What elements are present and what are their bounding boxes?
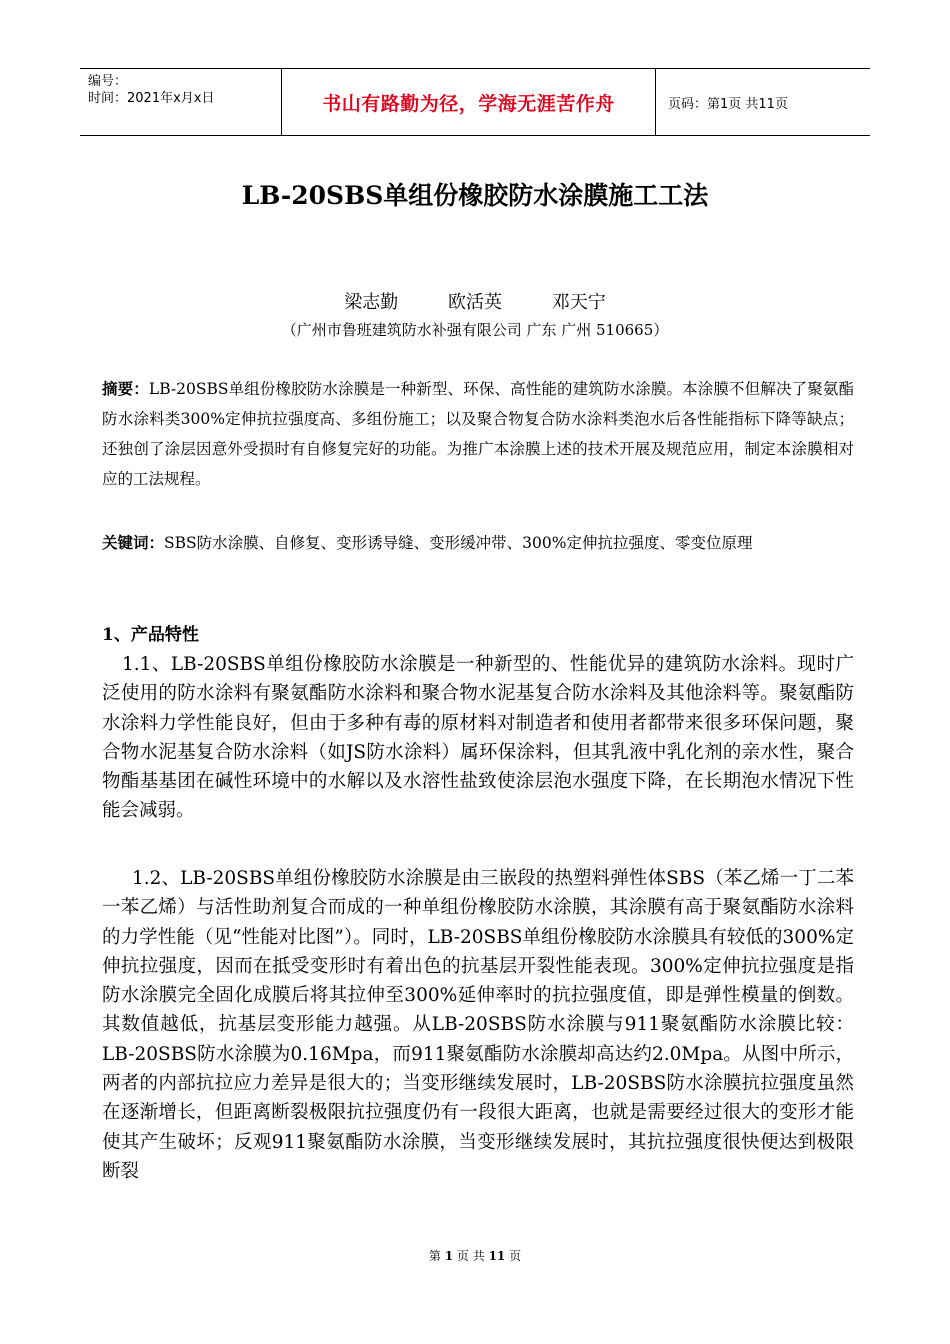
abstract-paragraph [102,374,854,494]
header-motto-cell [282,69,656,135]
time-label: 时间：2021年x月x日 [88,91,215,106]
author-name: 邓天宁 [551,292,606,313]
abstract-text: LB-20SBS单组份橡胶防水涂膜是一种新型、环保、高性能的建筑防水涂膜。本涂膜不但解决了聚氨酯防水涂料类300%定伸抗拉强度高、多组份施工；以及聚合物复合防水涂料类泡水后各性能指标下降等缺点；还独创了涂层因意外受损时有自修复完好的功能。为推广本涂膜上述的技术开展及规范应用，制定本涂膜相对应的工法规程。 [102,380,854,488]
header-page-cell [656,69,870,135]
footer-prefix: 第 [428,1249,441,1263]
footer-middle: 页 共 [456,1249,485,1263]
body-paragraph-1-2: 1.2、LB-20SBS单组份橡胶防水涂膜是由三嵌段的热塑料弹性体SBS（苯乙烯一丁二苯一苯乙烯）与活性助剂复合而成的一种单组份橡胶防水涂膜，其涂膜有高于聚氨酯防水涂料的力学性能（见“性能对比图”）。同时，LB-20SBS单组份橡胶防水涂膜具有较低的300%定伸抗拉强度，因而在抵受变形时有着出色的抗基层开裂性能表现。300%定伸抗拉强度是指防水涂膜完全固化成膜后将其拉伸至300%延伸率时的抗拉强度值，即是弹性模量的倒数。其数值越低，抗基层变形能力越强。从LB-20SBS防水涂膜与911聚氨酯防水涂膜比较：LB-20SBS防水涂膜为0.16Mpa，而911聚氨酯防水涂膜却高达约2.0Mpa。从图中所示，两者的内部抗拉应力差异是很大的；当变形继续发展时，LB-20SBS防水涂膜抗拉强度虽然在逐渐增长，但距离断裂极限抗拉强度仍有一段很大距离，也就是需要经过很大的变形才能使其产生破坏；反观911聚氨酯防水涂膜，当变形继续发展时，其抗拉强度很快便达到极限断裂 [102,868,854,1182]
body-paragraph-1-1: 1.1、LB-20SBS单组份橡胶防水涂膜是一种新型的、性能优异的建筑防水涂料。现时广泛使用的防水涂料有聚氨酯防水涂料和聚合物水泥基复合防水涂料及其他涂料等。聚氨酯防水涂料力学性能良好，但由于多种有毒的原材料对制造者和使用者都带来很多环保问题，聚合物水泥基复合防水涂料（如JS防水涂料）属环保涂料，但其乳液中乳化剂的亲水性，聚合物酯基基团在碱性环境中的水解以及水溶性盐致使涂层泡水强度下降，在长期泡水情况下性能会减弱。 [102,654,854,822]
footer-total-pages: 11 [488,1249,506,1263]
page-info: 页码：第1页 共11页 [668,96,788,112]
author-list [0,288,950,314]
section-heading: 1、产品特性 [102,625,199,645]
author-name: 欧活英 [448,292,502,313]
header-meta-cell [80,69,282,135]
motto-text: 书山有路勤为径，学海无涯苦作舟 [322,92,615,115]
keywords-label: 关键词： [102,533,165,552]
page-footer [0,1247,950,1264]
abstract-label: 摘要： [102,379,149,398]
page-header [80,68,870,136]
keywords-paragraph [102,528,854,558]
document-title: LB-20SBS单组份橡胶防水涂膜施工工法 [241,181,709,210]
keywords-text: SBS防水涂膜、自修复、变形诱导缝、变形缓冲带、300%定伸抗拉强度、零变位原理 [164,534,753,552]
author-name: 梁志勤 [344,292,399,313]
number-label: 编号： [88,74,128,89]
footer-suffix: 页 [509,1249,522,1263]
footer-page-number: 1 [444,1249,454,1263]
affiliation: （广州市鲁班建筑防水补强有限公司 广东 广州 510665） [281,321,669,339]
